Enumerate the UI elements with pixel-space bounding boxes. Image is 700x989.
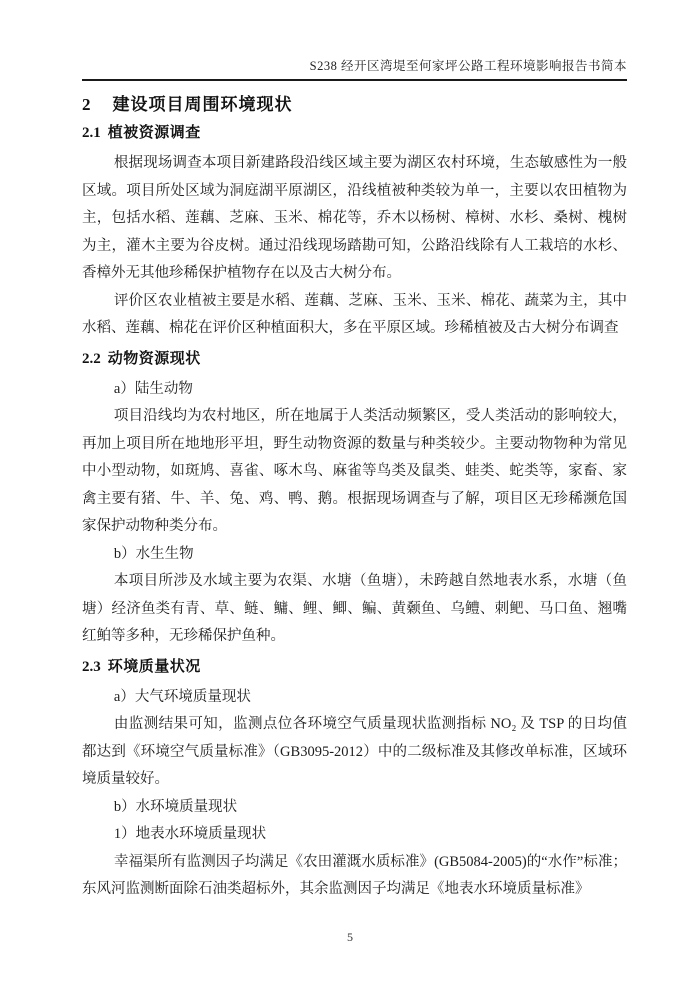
subheading-air-quality: a）大气环境质量现状 <box>113 688 251 705</box>
paragraph-aquatic-organisms: 本项目所涉及水域主要为农渠、水塘（鱼塘），未跨越自然地表水系，水塘（鱼塘）经济鱼类有青、草、鲢、鳙、鲤、鲫、鳊、黄颡鱼、乌鳢、刺鲃、马口鱼、翘嘴红鲌等多种，无珍稀保护鱼种。 <box>82 573 627 644</box>
section-number: 2.1 <box>82 125 101 141</box>
section-heading-2-1 <box>82 122 627 144</box>
chapter-title: 建设项目周围环境现状 <box>112 95 293 114</box>
section-heading-2-2 <box>82 348 627 370</box>
section-title: 动物资源现状 <box>107 349 201 367</box>
subheading-terrestrial-animals: a）陆生动物 <box>113 380 193 397</box>
section-number: 2.2 <box>82 350 101 367</box>
subheading-aquatic-organisms: b）水生生物 <box>113 545 194 562</box>
paragraph-vegetation-survey: 根据现场调查本项目新建路段沿线区域主要为湖区农村环境，生态敏感性为一般区域。项目所处区域为洞庭湖平原湖区，沿线植被种类较为单一，主要以农田植物为主，包括水稻、莲藕、芝麻、玉米、棉花等，乔木以杨树、樟树、水杉、桑树、槐树为主，灌木主要为谷皮树。通过沿线现场踏勘可知，公路沿线除有人工栽培的水杉、香樟外无其他珍稀保护植物存在以及古大树分布。 <box>82 155 627 281</box>
chapter-number: 2 <box>82 95 91 114</box>
header-rule <box>82 79 627 81</box>
section-title: 植被资源调查 <box>107 124 201 141</box>
page-number: 5 <box>347 930 353 944</box>
section-heading-2-3 <box>82 656 627 678</box>
page-header-title: S238 经开区湾堤至何家坪公路工程环境影响报告书简本 <box>309 59 627 73</box>
subheading-surface-water-quality: 1）地表水环境质量现状 <box>113 826 267 842</box>
paragraph-air-quality: 由监测结果可知，监测点位各环境空气质量现状监测指标 NO₂ 及 TSP 的日均值都达到《环境空气质量标准》（GB3095-2012）中的二级标准及其修改单标准，区域环境质量较好。 <box>82 716 627 787</box>
section-title: 环境质量状况 <box>107 657 201 675</box>
paragraph-surface-water-quality: 幸福渠所有监测因子均满足《农田灌溉水质标准》(GB5084-2005)的“水作”标准；东风河监测断面除石油类超标外，其余监测因子均满足《地表水环境质量标准》 <box>82 853 627 897</box>
paragraph-agricultural-vegetation: 评价区农业植被主要是水稻、莲藕、芝麻、玉米、玉米、棉花、蔬菜为主，其中水稻、莲藕、棉花在评价区种植面积大，多在平原区域。珍稀植被及古大树分布调查 <box>82 292 627 336</box>
paragraph-terrestrial-animals: 项目沿线均为农村地区，所在地属于人类活动频繁区，受人类活动的影响较大，再加上项目所在地地形平坦，野生动物资源的数量与种类较少。主要动物物种为常见中小型动物，如斑鸠、喜雀、啄木鸟、麻雀等鸟类及鼠类、蛙类、蛇类等，家畜、家禽主要有猪、牛、羊、兔、鸡、鸭、鹅。根据现场调查与了解，项目区无珍稀濒危国家保护动物种类分布。 <box>82 408 627 534</box>
subheading-water-quality: b）水环境质量现状 <box>113 798 238 815</box>
chapter-heading <box>82 93 627 117</box>
section-number: 2.3 <box>82 658 101 675</box>
